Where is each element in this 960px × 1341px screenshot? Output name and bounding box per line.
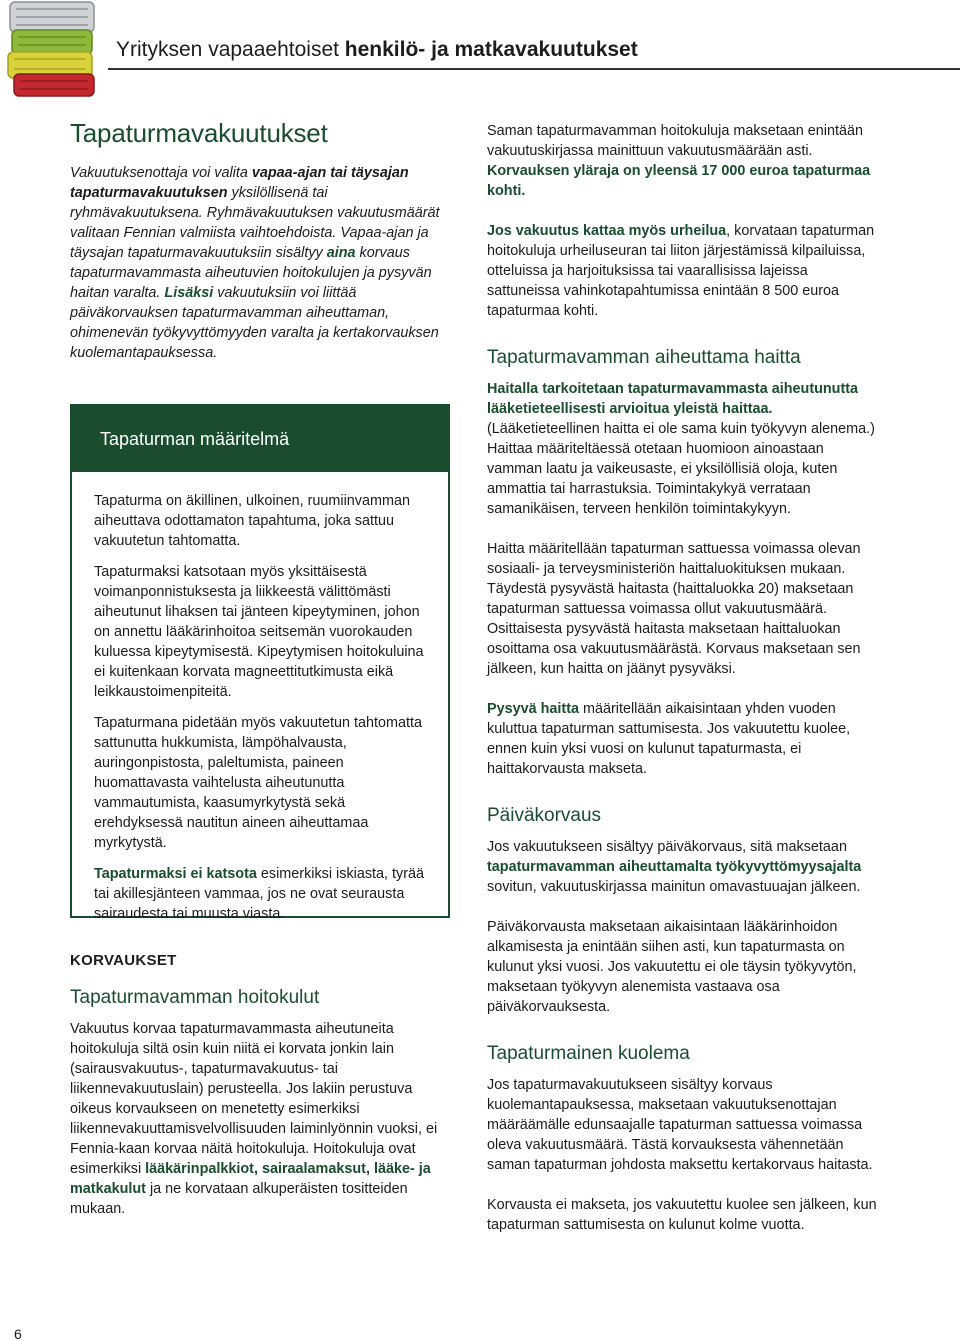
haitta-heading: Tapaturmavamman aiheuttama haitta [487,347,801,368]
hoitokulut-heading: Tapaturmavamman hoitokulut [70,987,320,1008]
paivakorvaus-paragraph-2: Päiväkorvausta maksetaan aikaisintaan lääkärinhoidon alkamisesta ja enintään siihen asti, kun tapaturmasta on kulunut yksi vuosi. Jos vakuutettu ei ole täysin työkyvytön, maksetaan työkyvyn alenemista vastaava osa päiväkorvauksesta. [487,919,857,1015]
definition-paragraph-3: Tapaturmana pidetään myös vakuutetun tahtomatta sattunutta hukkumista, lämpöhalvausta, auringonpistosta, paleltumista, paineen huomattavasta vaihtelusta aiheutunutta vammautumista, kaasumyrkytystä sekä erehdyksessä nautitun aineen aiheuttamaa myrkytystä. [94,715,422,851]
haitta-paragraph-2: Haitta määritellään tapaturman sattuessa voimassa olevan sosiaali- ja terveysministeriön haittaluokituksen mukaan. Täydestä pysyvästä haitasta (haittaluokka 20) maksetaan tapaturman sattuessa voimassa ollut vakuutusmäärä. Osittaisesta pysyvästä haitasta maksetaan haittaluokan osoittama osa vakuutusmäärästä. Korvaus maksetaan sen jälkeen, kun haitta on jäänyt pysyväksi. [487,541,861,677]
section-heading-tapaturmavakuutukset: Tapaturmavakuutukset [70,118,328,148]
right-column [487,121,877,1235]
definition-box-body [72,472,448,924]
definition-box-title: Tapaturman määritelmä [100,428,290,449]
definition-paragraph-4: Tapaturmaksi ei katsota esimerkiksi iskiasta, tyrää tai akillesjänteen vammaa, jos ne ovat seurausta sairaudesta tai muusta viasta. [94,866,425,922]
hoitokulut-paragraph: Vakuutus korvaa tapaturmavammasta aiheutuneita hoitokuluja siltä osin kuin niitä ei korvata jonkin lain (sairausvakuutus-, tapaturmavakuutus- tai liikennevakuutuslain) perusteella. Jos lakiin perustuva oikeus korvaukseen on menetetty esimerkiksi liikennevakuuttamisvelvollisuuden laiminlyönnin vuoksi, ei Fennia-kaan korvaa näitä hoitokuluja. Hoitokuluja ovat esimerkiksi lääkärinpalkkiot, sairaalamaksut, lääke- ja matkakulut ja ne korvataan alkuperäisten tositteiden mukaan. [70,1021,438,1217]
korvaukset-label: KORVAUKSET [70,952,177,969]
kuolema-paragraph-1: Jos tapaturmavakuutukseen sisältyy korvaus kuolemantapauksessa, maksetaan vakuutuksenottajan määräämälle edunsaajalle tapaturman sattuessa voimassa oleva vakuutusmäärä. Tästä korvauksesta vähennetään saman tapaturman johdosta maksettu kertakorvaus haitasta. [487,1077,873,1173]
haitta-paragraph-3: Pysyvä haitta määritellään aikaisintaan yhden vuoden kuluttua tapaturman sattumisesta. Jos vakuutettu kuolee, ennen kuin yksi vuosi on kulunut tapaturmasta, ei haittakorvausta makseta. [487,701,851,777]
header-divider [108,68,960,70]
definition-paragraph-2: Tapaturmaksi katsotaan myös yksittäisestä voimanponnistuksesta ja liikkeestä välittömästi aiheutunut lihaksen tai jänteen kipeytyminen, johon on annettu lääkärinhoitoa seitsemän vuorokauden kuluessa kipeytymisestä. Kipeytymisen hoitokuluina ei kuitenkaan korvata magneettitutkimusta eikä leikkaustoimenpiteitä. [94,564,424,700]
paivakorvaus-paragraph-1: Jos vakuutukseen sisältyy päiväkorvaus, sitä maksetaan tapaturmavamman aiheuttamalta työkyvyttömyysajalta sovitun, vakuutuskirjassa mainitun omavastuuajan jälkeen. [487,839,862,895]
hoitokulut-limit-paragraph: Saman tapaturmavamman hoitokuluja maksetaan enintään vakuutuskirjassa mainittuun vakuutusmäärään asti. Korvauksen yläraja on yleensä 17 000 euroa tapaturmaa kohti. [487,123,871,199]
definition-box [70,404,450,922]
kuolema-heading: Tapaturmainen kuolema [487,1043,690,1064]
page-number: 6 [14,1326,22,1341]
page-header-title: Yrityksen vapaaehtoiset henkilö- ja matkavakuutukset [116,38,638,61]
kuolema-paragraph-2: Korvausta ei makseta, jos vakuutettu kuolee sen jälkeen, kun tapaturman sattumisesta on kulunut kolme vuotta. [487,1197,877,1233]
intro-paragraph: Vakuutuksenottaja voi valita vapaa-ajan tai täysajan tapaturmavakuutuksen yksilöllisenä tai ryhmävakuutuksena. Ryhmävakuutuksen vakuutusmäärät valitaan Fennian valmiista vaihtoehdoista. Vapaa-ajan ja täysajan tapaturmavakuutuksiin sisältyy aina korvaus tapaturmavammasta aiheutuvien hoitokulujen ja pysyvän haitan varalta. Lisäksi vakuutuksiin voi liittää päiväkorvauksen tapaturmavamman aiheuttaman, ohimenevän työkyvyttömyyden varalta ja kertakorvauksen kuolemantapauksessa. [70,165,440,361]
haitta-paragraph-1: Haitalla tarkoitetaan tapaturmavammasta aiheutunutta lääketieteellisesti arvioitua yleistä haittaa. (Lääketieteellinen haitta ei ole sama kuin työkyvyn alenema.) Haittaa määriteltäessä otetaan huomioon ainoastaan vamman laatu ja vaikeusaste, ei yksilöllisiä oloja, kuten ammattia tai harrastuksia. Toimintakykyä verrataan samanikäisen, terveen henkilön toimintakykyyn. [487,381,875,517]
definition-paragraph-1: Tapaturma on äkillinen, ulkoinen, ruumiinvamman aiheuttava odottamaton tapahtuma, joka sattuu vakuutetun tahtomatta. [94,493,410,549]
definition-box-header [72,406,448,472]
korvaukset-section [70,952,450,1219]
suitcase-stack-image [6,0,102,100]
left-column-intro [70,118,450,363]
paivakorvaus-heading: Päiväkorvaus [487,805,602,826]
urheilu-paragraph: Jos vakuutus kattaa myös urheilua, korvataan tapaturman hoitokuluja urheiluseuran tai liiton järjestämissä kilpailuissa, otteluissa ja harjoituksissa tai vaarallisissa lajeissa sattuneissa vahinkotapahtumissa enintään 8 500 euroa tapaturmaa kohti. [487,223,875,319]
